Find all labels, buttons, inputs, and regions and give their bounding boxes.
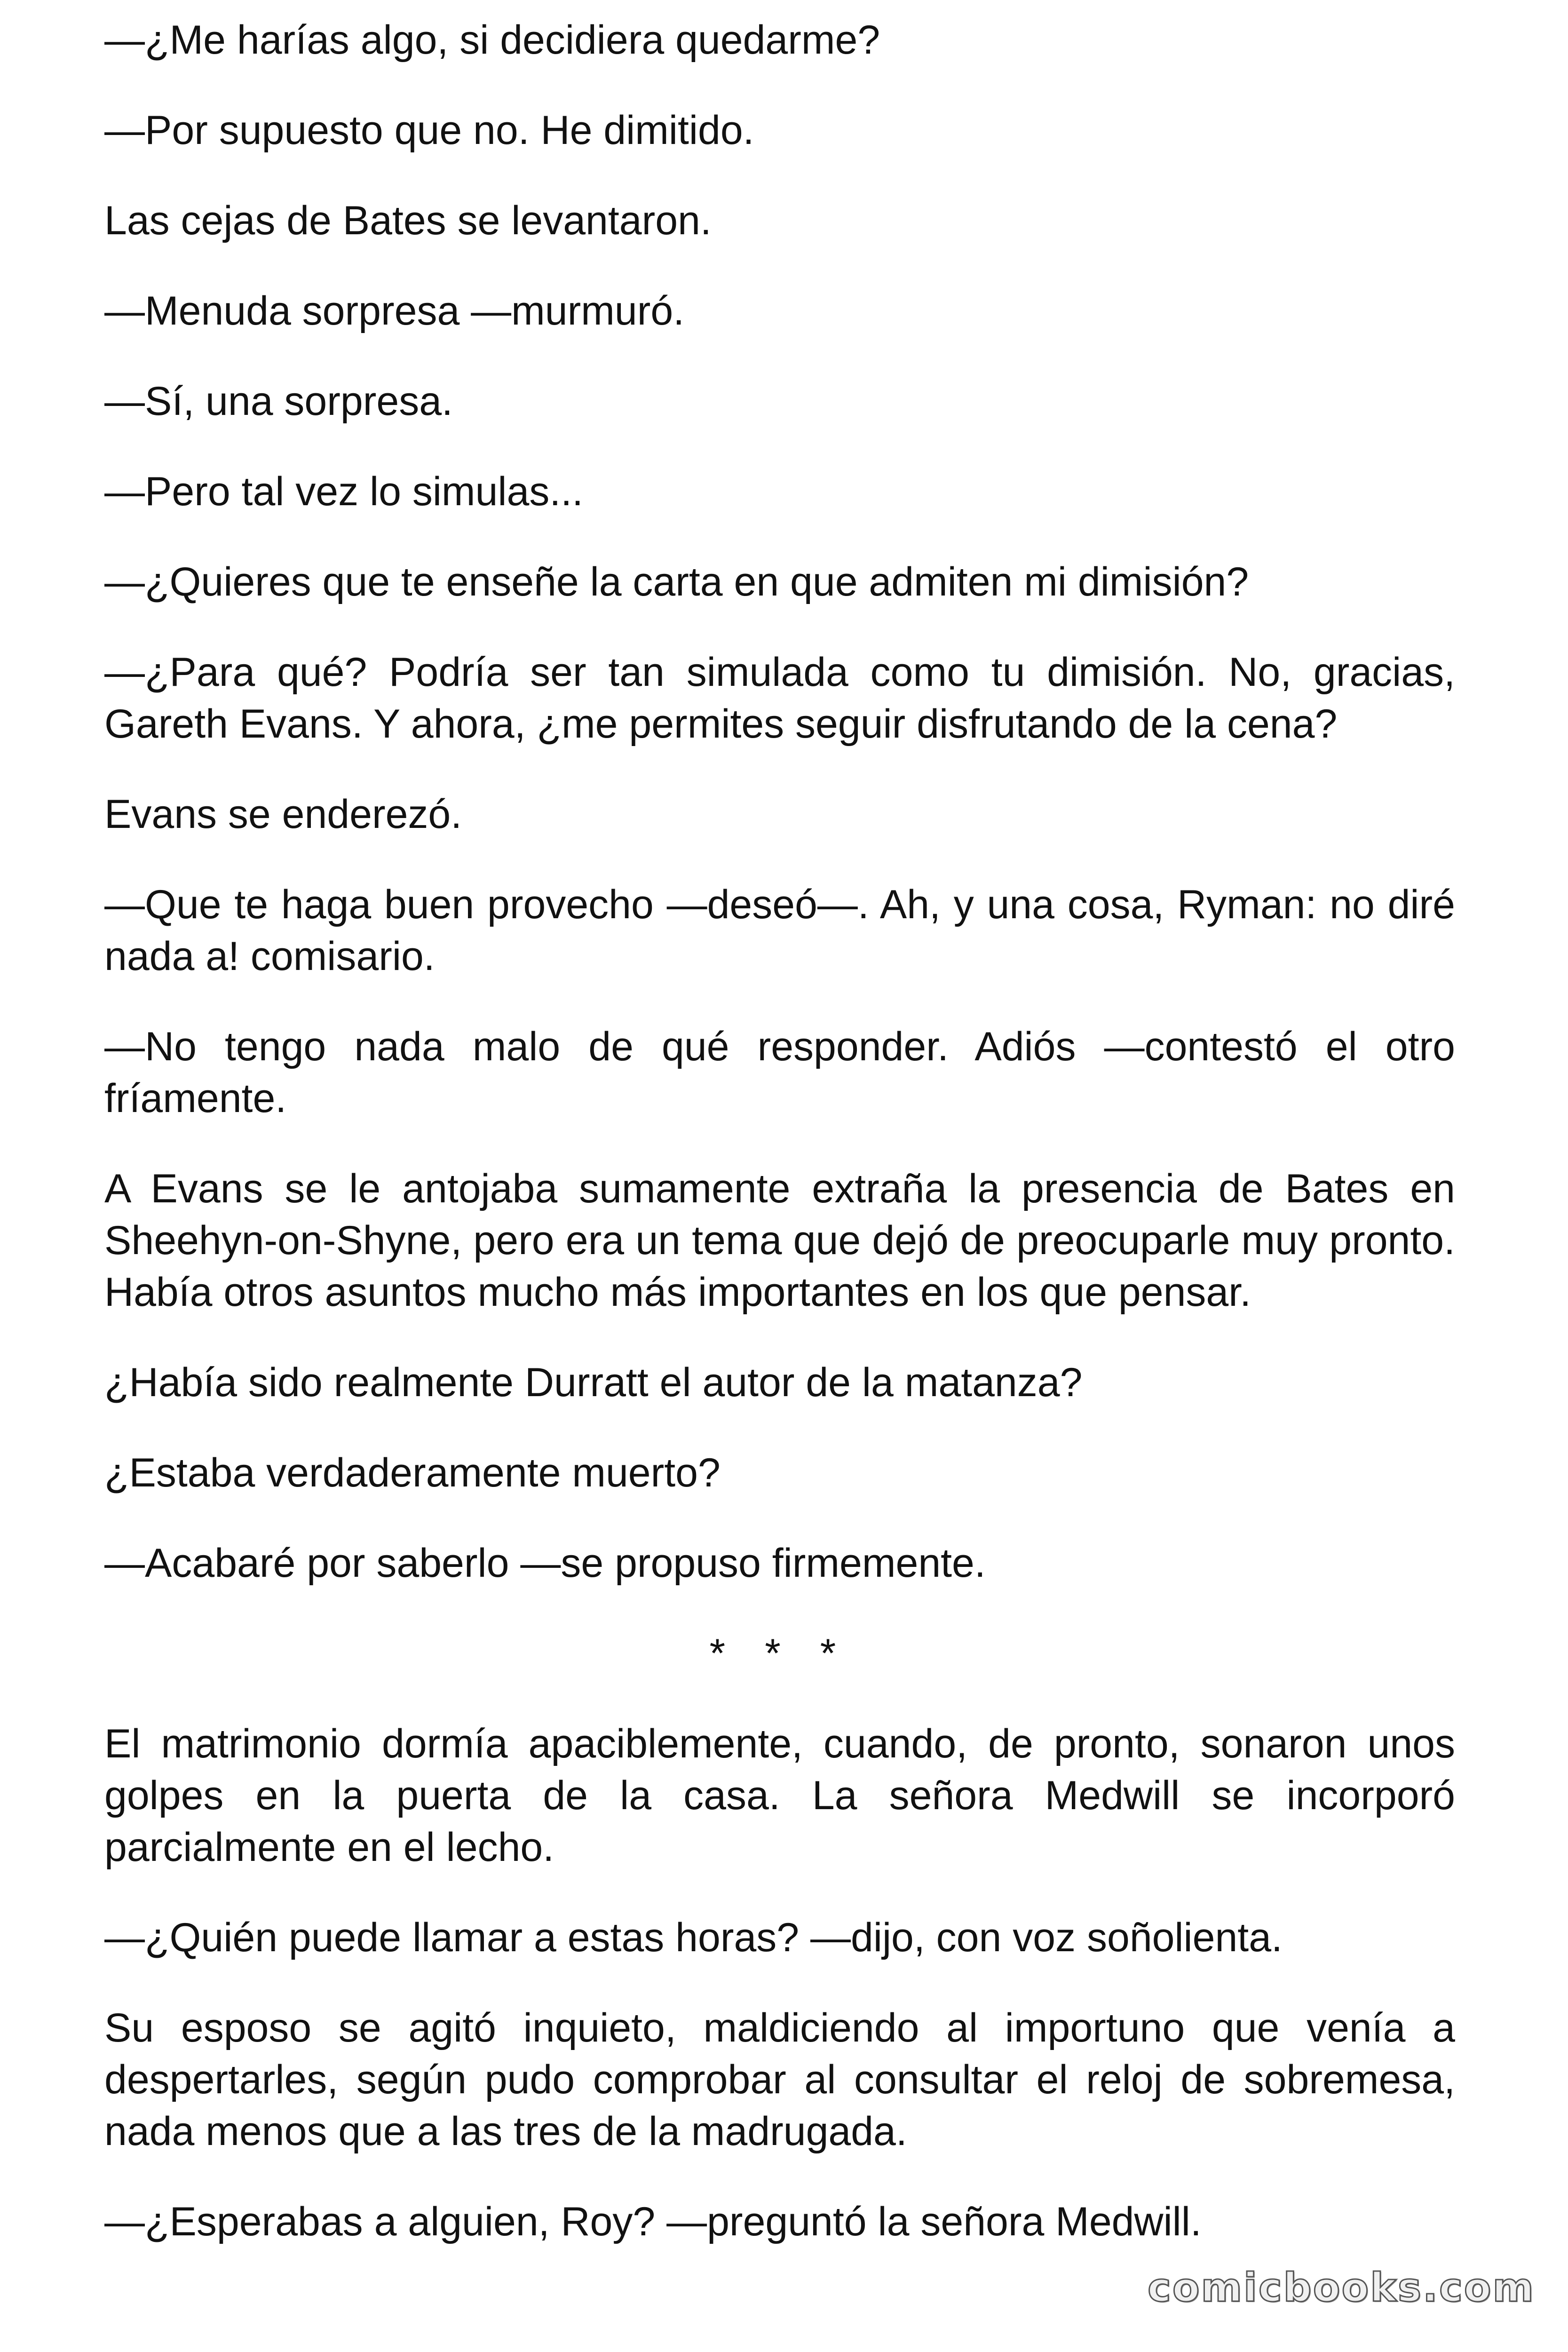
paragraph: —¿Quién puede llamar a estas horas? —dijo, con voz soñolienta. xyxy=(104,1915,1283,1960)
paragraph: A Evans se le antojaba sumamente extraña la presencia de Bates en Sheehyn-on-Shyne, pero era un tema que dejó de preocuparle muy pronto. Había otros asuntos mucho más importantes en los que pensar. xyxy=(104,1166,1455,1315)
paragraph: —Pero tal vez lo simulas... xyxy=(104,469,584,514)
paragraph: —Sí, una sorpresa. xyxy=(104,379,453,424)
watermark: comicbooks.com xyxy=(1148,2265,1535,2311)
paragraph: El matrimonio dormía apaciblemente, cuando, de pronto, sonaron unos golpes en la puerta de la casa. La señora Medwill se incorporó parcialmente en el lecho. xyxy=(104,1721,1455,1870)
paragraph: Las cejas de Bates se levantaron. xyxy=(104,198,712,243)
paragraph: —¿Para qué? Podría ser tan simulada como tu dimisión. No, gracias, Gareth Evans. Y ahora, ¿me permites seguir disfrutando de la cena? xyxy=(104,650,1455,747)
paragraph: —No tengo nada malo de qué responder. Adiós —contestó el otro fríamente. xyxy=(104,1024,1455,1121)
scene-separator: * * * xyxy=(709,1631,850,1676)
text-block xyxy=(104,14,1455,2286)
paragraph: —Que te haga buen provecho —deseó—. Ah, y una cosa, Ryman: no diré nada a! comisario. xyxy=(104,882,1455,979)
paragraph: —Por supuesto que no. He dimitido. xyxy=(104,108,754,153)
paragraph: —¿Esperabas a alguien, Roy? —preguntó la señora Medwill. xyxy=(104,2199,1202,2244)
paragraph: Su esposo se agitó inquieto, maldiciendo al importuno que venía a despertarles, según pudo comprobar al consultar el reloj de sobremesa, nada menos que a las tres de la madrugada. xyxy=(104,2005,1455,2154)
paragraph: ¿Había sido realmente Durratt el autor de la matanza? xyxy=(104,1360,1083,1405)
paragraph: —¿Quieres que te enseñe la carta en que admiten mi dimisión? xyxy=(104,559,1249,604)
paragraph: —Acabaré por saberlo —se propuso firmemente. xyxy=(104,1541,986,1586)
paragraph: ¿Estaba verdaderamente muerto? xyxy=(104,1450,721,1495)
paragraph: —Menuda sorpresa —murmuró. xyxy=(104,288,685,334)
paragraph: —¿Me harías algo, si decidiera quedarme? xyxy=(104,17,880,63)
paragraph: Evans se enderezó. xyxy=(104,792,462,837)
